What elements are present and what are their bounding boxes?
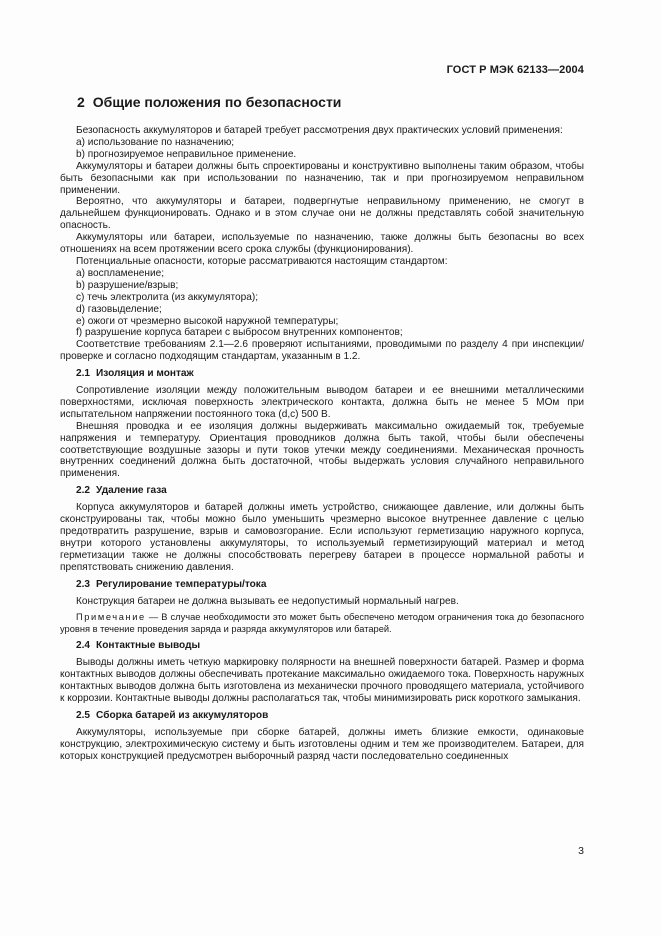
list-item: b) прогнозируемое неправильное применение. [76, 148, 297, 160]
section-number: 2 [77, 94, 85, 110]
subsection-title: Изоляция и монтаж [96, 368, 194, 380]
document-body [60, 125, 584, 763]
list-item: с) течь электролита (из аккумулятора); [76, 291, 259, 303]
paragraph: Сопротивление изоляции между положительным выводом батареи и ее внешними металлическими поверхностями, исключая поверхность электрического контакта, должна быть не менее 5 МОм при испытательном напряжении постоянного тока (d,c) 500 В. [60, 385, 584, 420]
subsection-title: Регулирование температуры/тока [96, 578, 267, 590]
subsection-heading [76, 710, 584, 722]
page-number: 3 [578, 845, 584, 857]
paragraph: Внешняя проводка и ее изоляция должны выдерживать максимально ожидаемый ток, требуемые напряжения и температуру. Ориентация проводников должна быть такой, чтобы были обеспечены соответствующие воздушные зазоры и пути токов утечки между соединениями. Механическая прочность внутренних соединений должна быть достаточной, чтобы выдержать условия случайного неправильного применения. [60, 420, 584, 480]
subsection-number: 2.5 [76, 709, 91, 721]
paragraph: Конструкция батареи не должна вызывать ее недопустимый нормальный нагрев. [76, 595, 459, 607]
paragraph: Выводы должны иметь четкую маркировку полярности на внешней поверхности батарей. Размер и форма контактных выводов должны обеспечивать протекание максимально ожидаемого тока. Поверхность наружных контактных выводов должна быть изготовлена из механически прочного проводящего материала, устойчивого к коррозии. Контактные выводы должны располагаться так, чтобы минимизировать риск короткого замыкания. [60, 657, 584, 705]
subsection-heading [76, 368, 584, 380]
list-item: а) использование по назначению; [76, 136, 235, 148]
paragraph: Соответствие требованиям 2.1—2.6 проверяют испытаниями, проводимыми по разделу 4 при инспекции/проверке и согласно подходящим стандартам, указанным в 1.2. [60, 339, 584, 363]
subsection-number: 2.1 [76, 368, 91, 380]
paragraph: Аккумуляторы, используемые при сборке батарей, должны иметь близкие емкости, одинаковые конструкцию, электрохимическую систему и быть изготовлены одним и тем же производителем. Батареи, для которых конструкцией предусмотрен выборочный разряд части последовательно соединенных [60, 726, 584, 762]
subsection-number: 2.2 [76, 485, 91, 497]
section-heading [77, 94, 341, 110]
subsection-title: Удаление газа [96, 485, 167, 497]
list-item: b) разрушение/взрыв; [76, 279, 179, 291]
note-label: Примечание [76, 612, 146, 623]
subsection-heading [76, 579, 584, 591]
list-item: d) газовыделение; [76, 303, 162, 315]
subsection-heading [76, 640, 584, 652]
paragraph: Аккумуляторы или батареи, используемые по назначению, также должны быть безопасны во всех отношениях на всем протяжении всего срока службы (функционирования). [60, 232, 584, 256]
standard-designation: ГОСТ Р МЭК 62133—2004 [446, 64, 584, 76]
list-item: а) воспламенение; [76, 267, 165, 279]
paragraph: Потенциальные опасности, которые рассматриваются настоящим стандартом: [76, 255, 448, 267]
subsection-title: Контактные выводы [96, 640, 201, 652]
list-item: е) ожоги от чрезмерно высокой наружной температуры; [76, 315, 339, 327]
subsection-number: 2.3 [76, 578, 91, 590]
paragraph: Корпуса аккумуляторов и батарей должны иметь устройство, снижающее давление, или должны быть сконструированы так, чтобы можно было уменьшить чрезмерно высокое внутреннее давление с целью предотвратить разрушение, взрыв и самовозгорание. Если используют герметизацию наружного корпуса, внутри которого установлены аккумуляторы, то используемый герметизирующий материал и метод герметизации также не должны способствовать перегреву батареи в процессе нормальной работы и препятствовать снижению давления. [60, 502, 584, 573]
note-text: — В случае необходимости это может быть обеспечено методом ограничения тока до безопасного уровня в течение проведения заряда и разряда аккумуляторов или батарей. [60, 612, 584, 634]
subsection-number: 2.4 [76, 640, 91, 652]
section-title: Общие положения по безопасности [92, 94, 342, 110]
paragraph: Аккумуляторы и батареи должны быть спроектированы и конструктивно выполнены таким образом, чтобы быть безопасными как при использовании по назначению, так и при прогнозируемом неправильном применении. [60, 160, 584, 196]
subsection-title: Сборка батарей из аккумуляторов [96, 709, 269, 721]
paragraph: Вероятно, что аккумуляторы и батареи, подвергнутые неправильному применению, не смогут в дальнейшем функционировать. Однако и в этом случае они не должны представлять собой значительную опасность. [60, 196, 584, 232]
list-item: f) разрушение корпуса батареи с выбросом внутренних компонентов; [76, 327, 403, 339]
paragraph: Безопасность аккумуляторов и батарей требует рассмотрения двух практических условий применения: [76, 125, 563, 136]
note [60, 612, 584, 635]
subsection-heading [76, 485, 584, 497]
